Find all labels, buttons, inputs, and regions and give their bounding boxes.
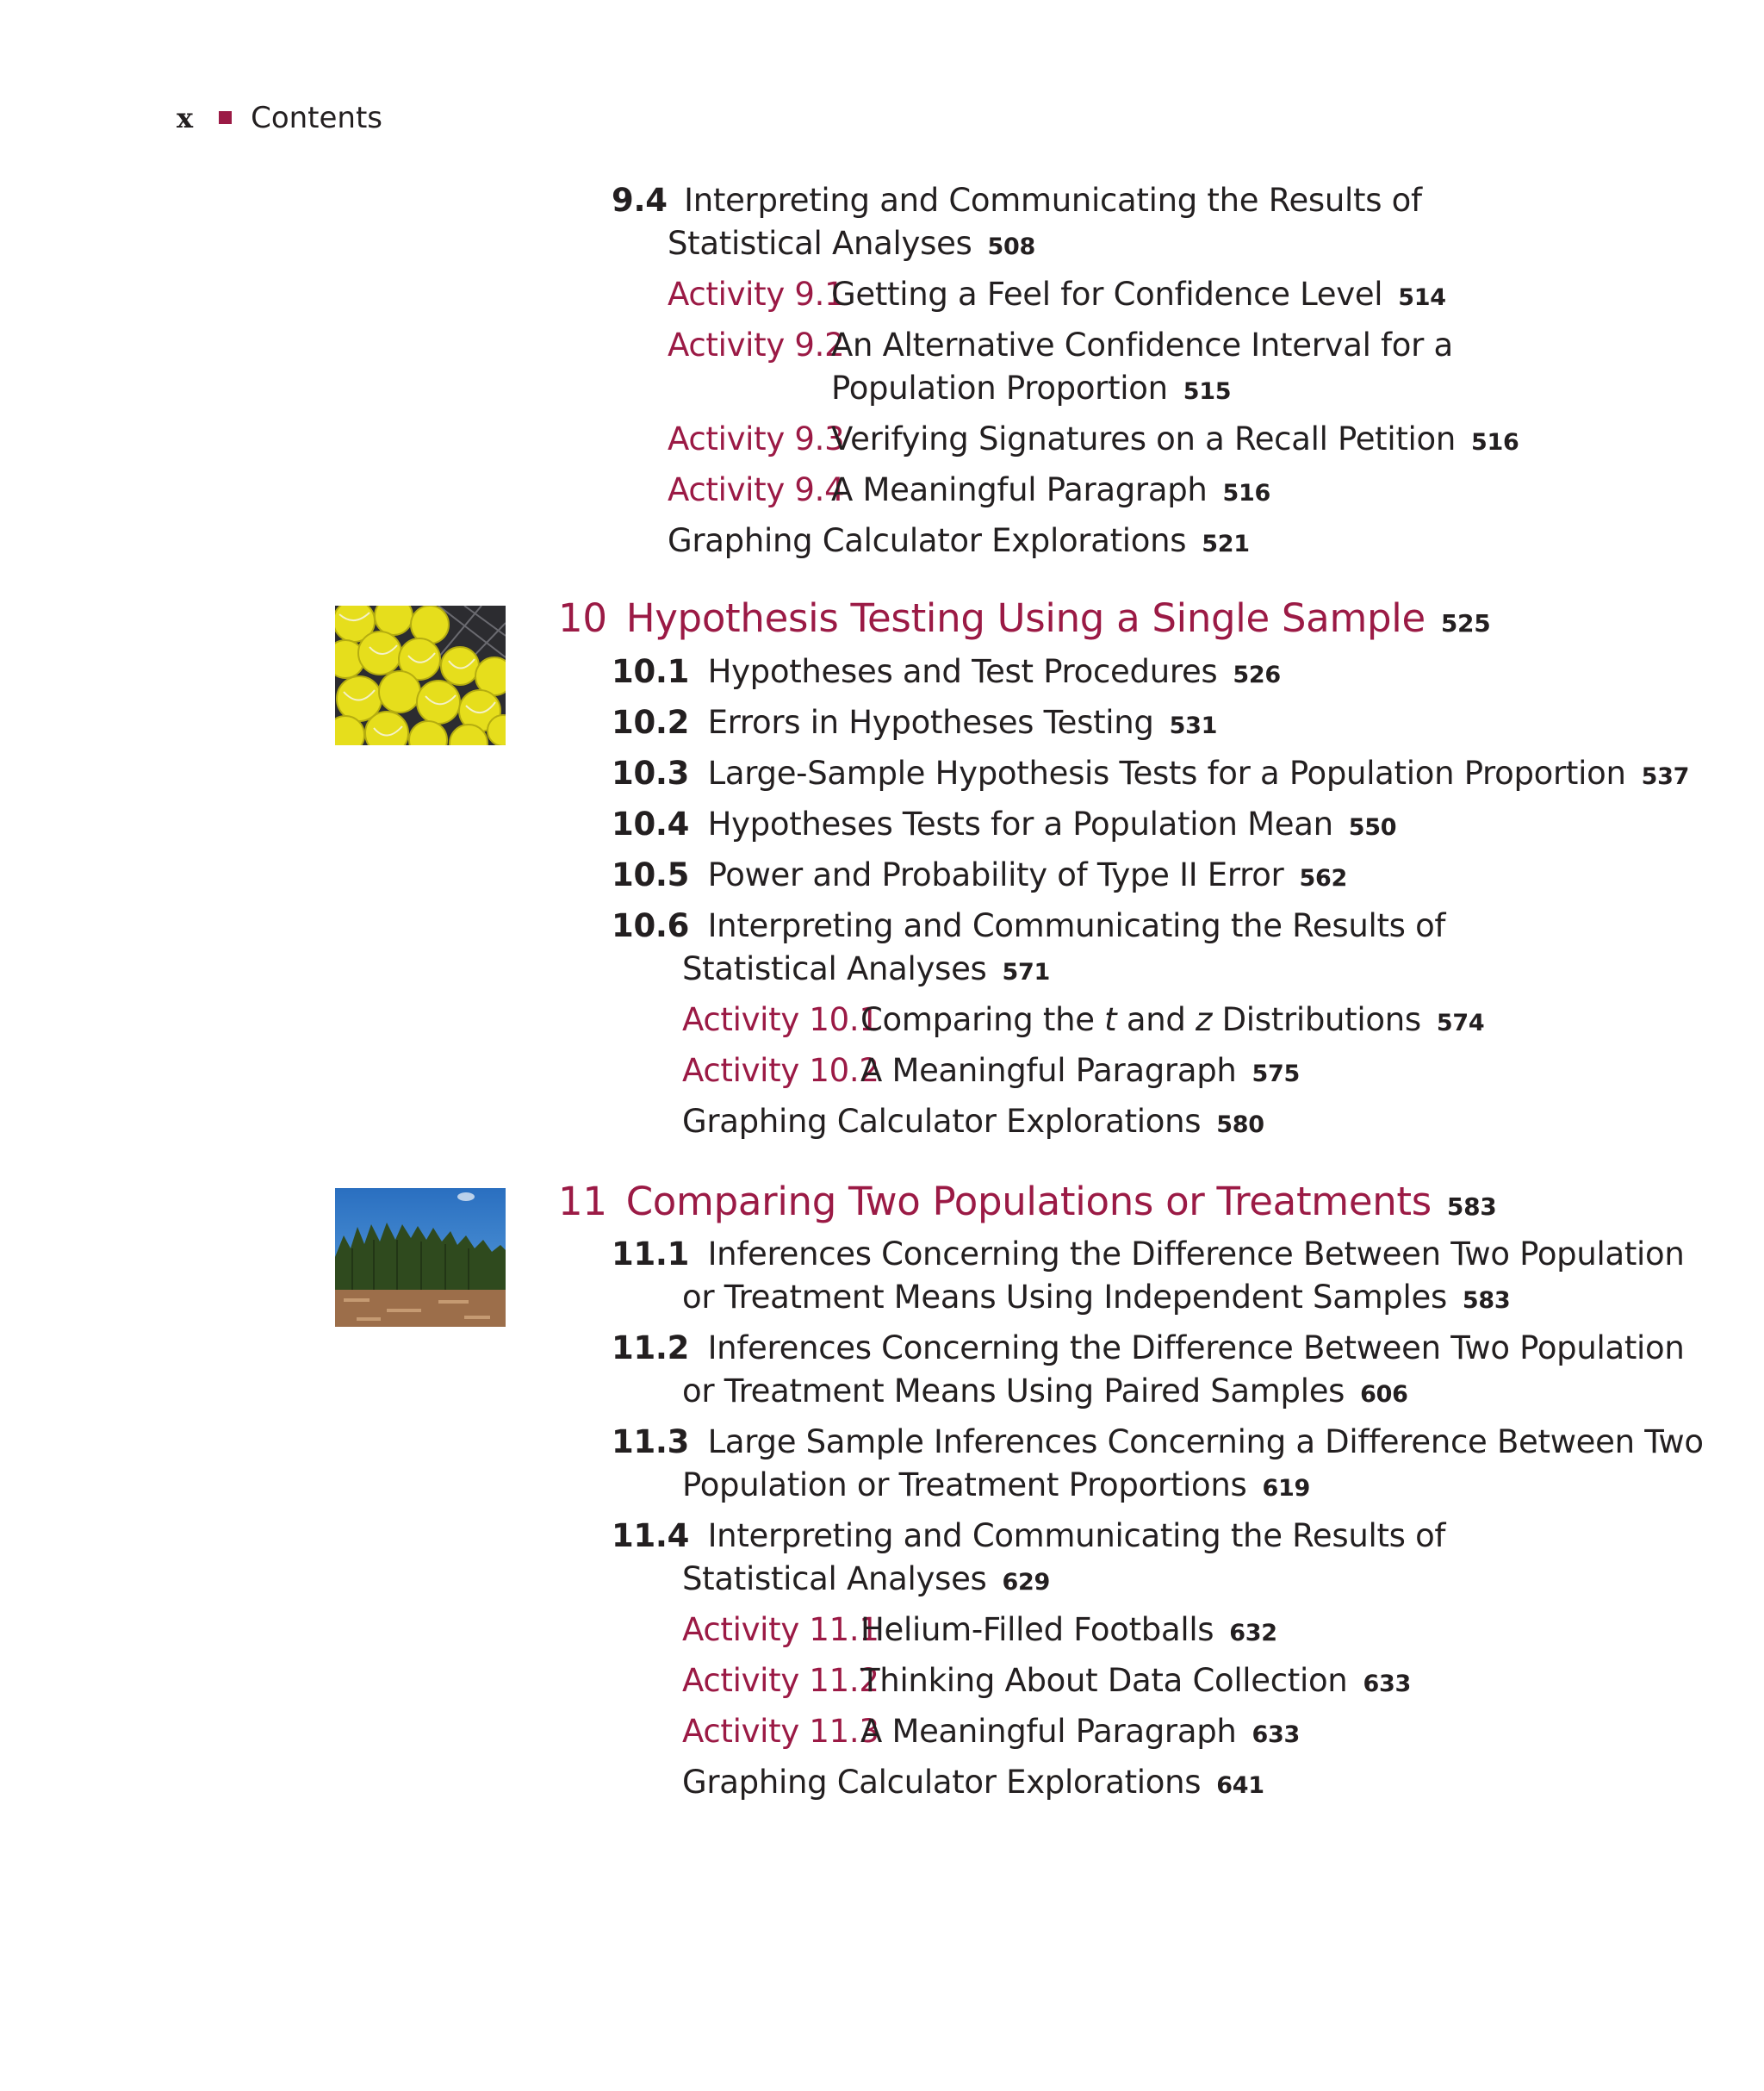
toc-activity-10-2[interactable] (682, 1049, 1301, 1092)
section-title: Errors in Hypotheses Testing (707, 704, 1154, 741)
section-number: 10.1 (612, 653, 690, 690)
tennis-balls-photo (335, 606, 506, 745)
section-title: Large Sample Inferences Concerning a Difference Between Two (707, 1423, 1704, 1460)
section-number: 11.1 (612, 1235, 690, 1273)
toc-section-10-6-cont: Statistical Analyses 571 (682, 950, 1050, 987)
page-number: 606 (1360, 1381, 1408, 1408)
section-title: Large-Sample Hypothesis Tests for a Population Proportion (707, 755, 1626, 792)
activity-title: Comparing the t and z Distributions 574 (860, 1001, 1485, 1038)
toc-section-10-4[interactable] (612, 803, 1396, 849)
toc-section-11-4[interactable] (612, 1515, 1445, 1558)
page-number: 580 (1216, 1111, 1264, 1138)
page-number: 550 (1348, 814, 1397, 841)
toc-activity-9-1[interactable] (668, 273, 1446, 316)
page-number: 525 (1440, 609, 1491, 638)
page-number: 575 (1252, 1061, 1301, 1087)
toc-activity-11-3[interactable] (682, 1710, 1301, 1753)
page-number: 571 (1002, 959, 1050, 986)
page-number: 583 (1462, 1287, 1511, 1314)
activity-label: Activity 9.2 (668, 327, 845, 364)
toc-chapter-10[interactable] (558, 593, 1490, 650)
section-title: Hypotheses and Test Procedures (707, 653, 1218, 690)
chapter-10-photo (335, 606, 506, 745)
toc-section-10-2[interactable] (612, 701, 1217, 748)
toc-section-9-4-cont (668, 222, 1035, 269)
page-number: 515 (1183, 378, 1232, 405)
activity-title: Getting a Feel for Confidence Level 514 (831, 276, 1446, 313)
toc-section-11-4-cont: Statistical Analyses 629 (682, 1560, 1050, 1597)
activity-label: Activity 11.2 (682, 1662, 879, 1699)
toc-activity-11-1[interactable] (682, 1609, 1277, 1652)
page-number: 531 (1169, 713, 1218, 739)
toc-activity-9-4[interactable] (668, 469, 1271, 512)
toc-section-11-1-cont: or Treatment Means Using Independent Samples 583 (682, 1279, 1511, 1316)
activity-title: An Alternative Confidence Interval for a (831, 327, 1453, 364)
section-title: Hypotheses Tests for a Population Mean (707, 806, 1333, 843)
page-number: 583 (1446, 1192, 1497, 1221)
toc-activity-9-2-cont: Population Proportion 515 (831, 370, 1232, 407)
toc-chapter-11[interactable] (558, 1176, 1496, 1233)
chapter-number: 10 (558, 595, 607, 641)
toc-gce-10[interactable] (682, 1100, 1264, 1147)
toc-section-11-2[interactable] (612, 1327, 1685, 1370)
section-number: 11.4 (612, 1517, 690, 1554)
italic-t: t (1104, 1001, 1117, 1038)
section-number: 10.5 (612, 856, 690, 893)
section-title: Interpreting and Communicating the Results of (684, 182, 1422, 219)
section-title: Interpreting and Communicating the Results of (707, 1517, 1446, 1554)
toc-section-11-1[interactable] (612, 1233, 1685, 1276)
section-title: Inferences Concerning the Difference Between Two Population (707, 1235, 1685, 1273)
chapter-11-photo (335, 1188, 506, 1327)
activity-label: Activity 10.2 (682, 1052, 879, 1089)
section-number: 10.2 (612, 704, 690, 741)
activity-title: Helium-Filled Footballs 632 (860, 1611, 1277, 1648)
running-head (177, 96, 382, 140)
toc-section-11-2-cont: or Treatment Means Using Paired Samples 606 (682, 1372, 1408, 1410)
activity-label: Activity 9.4 (668, 471, 845, 508)
page-number: 516 (1471, 429, 1519, 456)
toc-activity-11-2[interactable] (682, 1659, 1411, 1702)
activity-title: A Meaningful Paragraph 516 (831, 471, 1271, 508)
section-title: Power and Probability of Type II Error (707, 856, 1284, 893)
section-number: 10.4 (612, 806, 690, 843)
toc-gce-11[interactable] (682, 1761, 1264, 1808)
page-number: 641 (1216, 1772, 1264, 1799)
toc-activity-9-3[interactable] (668, 418, 1519, 461)
toc-section-10-1[interactable] (612, 650, 1281, 697)
page-number: 508 (987, 233, 1035, 260)
forest-clearcut-photo (335, 1188, 506, 1327)
toc-section-10-5[interactable] (612, 854, 1347, 900)
page-number: 526 (1233, 662, 1281, 688)
page-number: 629 (1002, 1569, 1050, 1596)
italic-z: z (1196, 1001, 1213, 1038)
toc-section-11-3[interactable] (612, 1421, 1704, 1464)
section-number: 11.3 (612, 1423, 690, 1460)
section-title-cont: Statistical Analyses (668, 225, 972, 262)
activity-title: Thinking About Data Collection 633 (860, 1662, 1411, 1699)
bullet-square-icon (219, 111, 232, 124)
section-number: 9.4 (612, 182, 668, 219)
activity-title: A Meaningful Paragraph 633 (860, 1713, 1301, 1750)
toc-gce-9[interactable] (668, 520, 1250, 566)
page-number: 632 (1229, 1620, 1277, 1646)
chapter-number: 11 (558, 1179, 607, 1224)
page-numeral: x (177, 102, 194, 134)
chapter-title: Hypothesis Testing Using a Single Sample (625, 595, 1425, 641)
activity-label: Activity 10.1 (682, 1001, 879, 1038)
page-number: 633 (1363, 1671, 1411, 1697)
page-number: 516 (1222, 480, 1271, 507)
page-number: 514 (1398, 284, 1446, 311)
activity-label: Activity 11.3 (682, 1713, 879, 1750)
activity-label: Activity 9.3 (668, 420, 845, 457)
section-number: 10.6 (612, 907, 690, 944)
toc-section-9-4[interactable] (612, 179, 1422, 222)
toc-activity-10-1[interactable] (682, 999, 1485, 1042)
activity-title: Verifying Signatures on a Recall Petition 516 (831, 420, 1519, 457)
toc-section-11-3-cont: Population or Treatment Proportions 619 (682, 1466, 1310, 1503)
gce-title: Graphing Calculator Explorations (682, 1103, 1202, 1140)
section-number: 11.2 (612, 1329, 690, 1366)
running-head-label: Contents (251, 101, 383, 135)
activity-title: A Meaningful Paragraph 575 (860, 1052, 1301, 1089)
gce-title: Graphing Calculator Explorations (682, 1764, 1202, 1801)
page-number: 521 (1202, 531, 1250, 557)
section-title: Inferences Concerning the Difference Between Two Population (707, 1329, 1685, 1366)
section-title: Interpreting and Communicating the Results of (707, 907, 1446, 944)
toc-activity-9-2[interactable] (668, 324, 1453, 367)
page-number: 633 (1252, 1721, 1301, 1748)
chapter-title: Comparing Two Populations or Treatments (625, 1179, 1432, 1224)
page-number: 619 (1262, 1475, 1310, 1502)
page-number: 537 (1641, 763, 1690, 790)
section-number: 10.3 (612, 755, 690, 792)
page-number: 562 (1299, 865, 1347, 892)
toc-section-10-3[interactable] (612, 752, 1689, 799)
toc-section-10-6[interactable] (612, 905, 1445, 948)
gce-title: Graphing Calculator Explorations (668, 522, 1187, 559)
page-number: 574 (1436, 1010, 1485, 1036)
activity-label: Activity 9.1 (668, 276, 845, 313)
activity-label: Activity 11.1 (682, 1611, 879, 1648)
